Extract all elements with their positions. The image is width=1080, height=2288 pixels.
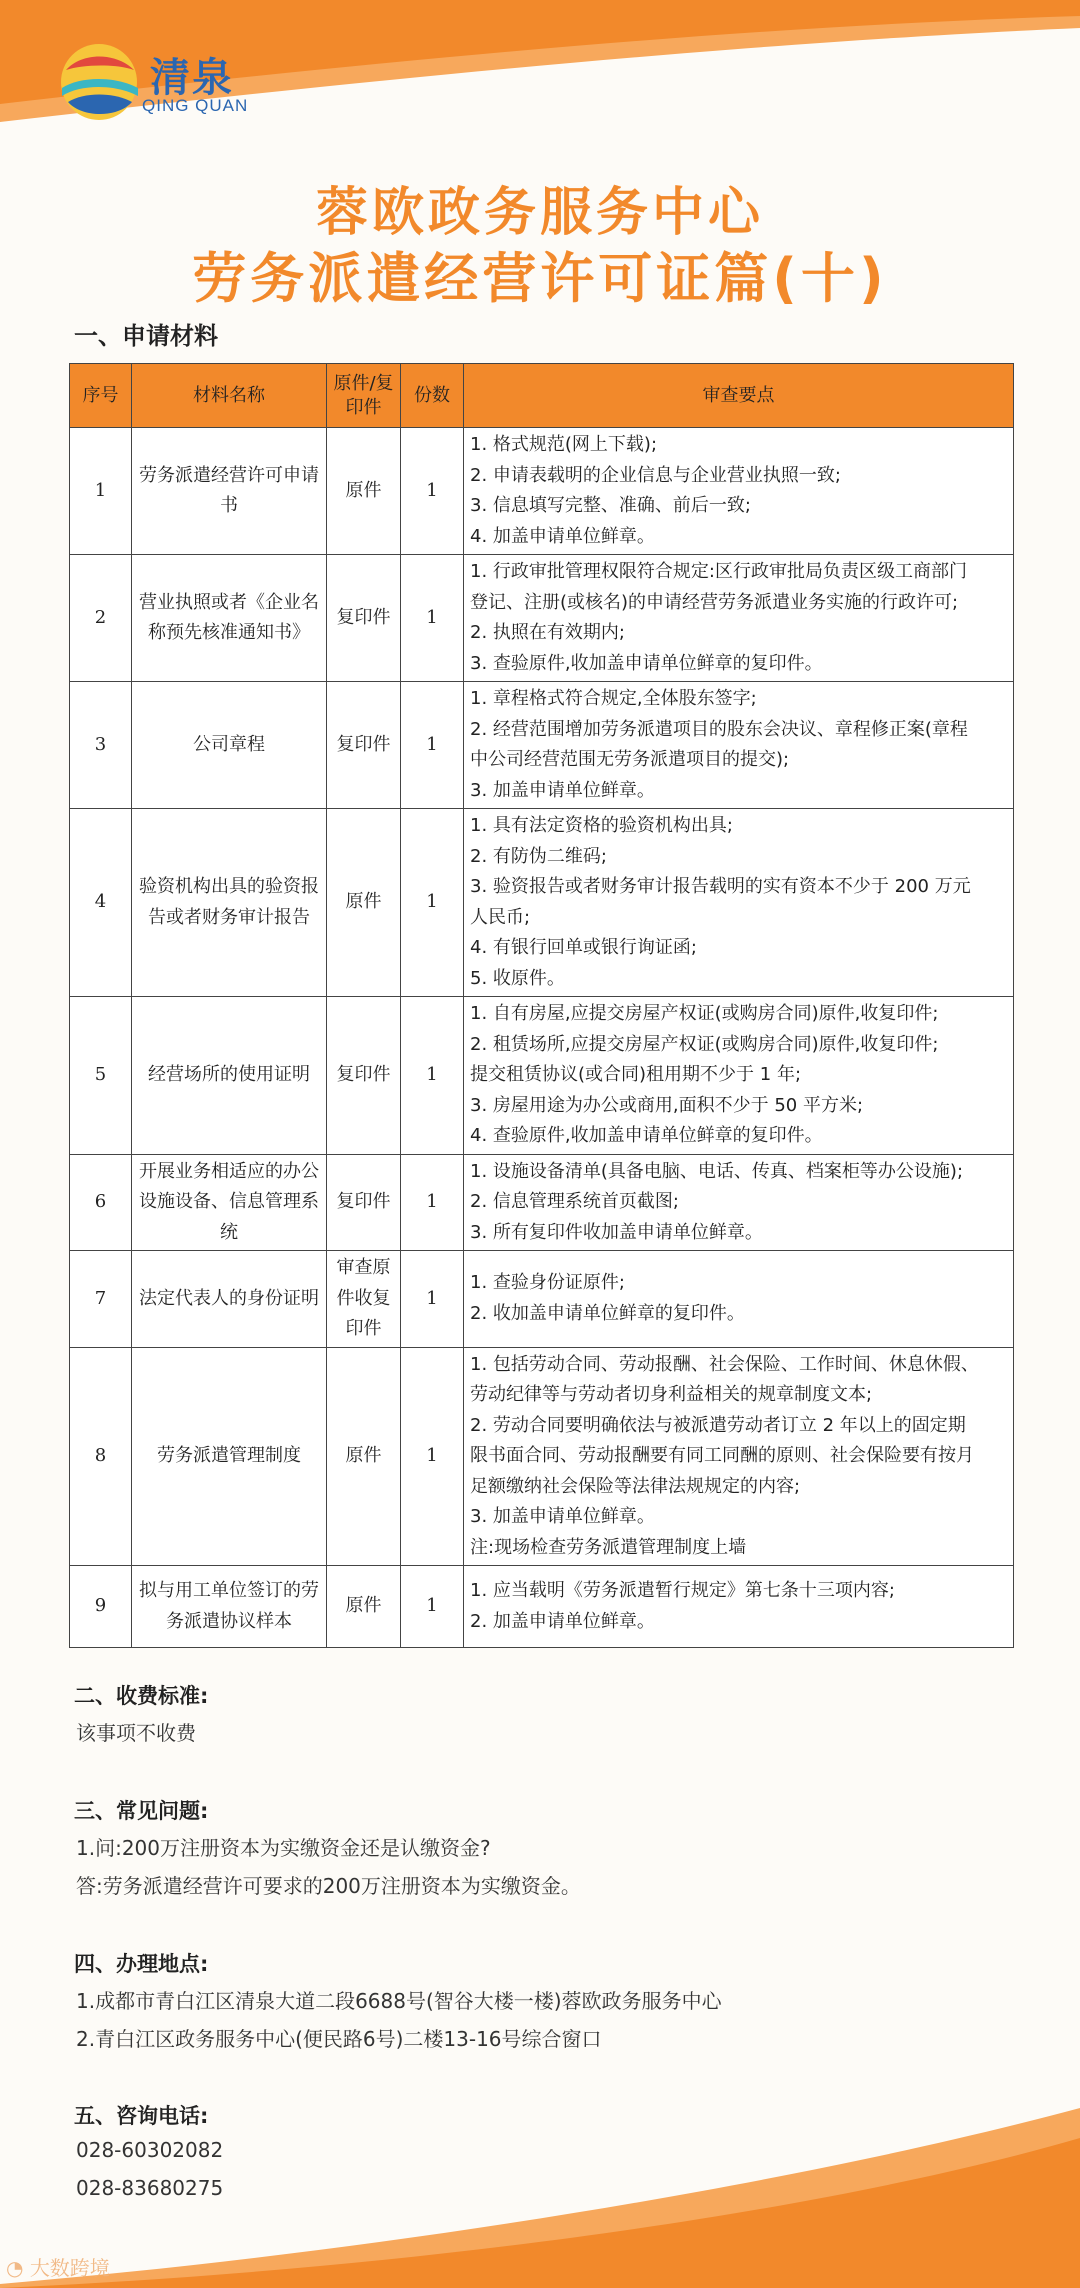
review-point-line: 1. 格式规范(网上下载);	[470, 434, 658, 455]
review-point-line: 1. 章程格式符合规定,全体股东签字;	[470, 688, 757, 709]
review-point-line: 1. 设施设备清单(具备电脑、电话、传真、档案柜等办公设施);	[470, 1160, 964, 1182]
review-point-line: 3. 验资报告或者财务审计报告载明的实有资本不少于 200 万元	[470, 876, 971, 897]
review-point-line: 1. 应当载明《劳务派遣暂行规定》第七条十三项内容;	[470, 1580, 895, 1601]
row-number: 1	[70, 428, 132, 555]
faq-question: 1.问:200万注册资本为实缴资金还是认缴资金?	[76, 1836, 491, 1860]
material-type: 原件	[327, 428, 401, 555]
review-point-line: 2. 劳动合同要明确依法与被派遣劳动者订立 2 年以上的固定期	[470, 1414, 966, 1436]
review-point-line: 提交租赁协议(或合同)租用期不少于 1 年;	[470, 1064, 802, 1085]
materials-table	[69, 363, 1014, 1648]
row-number: 5	[70, 997, 132, 1155]
header-type-line2: 印件	[345, 396, 382, 418]
review-point-line: 2. 经营范围增加劳务派遣项目的股东会决议、章程修正案(章程	[470, 718, 968, 740]
review-point-line: 登记、注册(或核名)的申请经营劳务派遣业务实施的行政许可;	[470, 591, 959, 613]
review-points	[464, 1154, 1014, 1251]
review-point-line: 2. 收加盖申请单位鲜章的复印件。	[470, 1302, 745, 1324]
review-point-line: 4. 加盖申请单位鲜章。	[470, 525, 655, 547]
table-row	[70, 428, 1014, 555]
material-name: 劳务派遣管理制度	[132, 1347, 327, 1566]
material-type: 审查原件收复印件	[327, 1251, 401, 1348]
row-number: 2	[70, 555, 132, 682]
phone-2: 028-83680275	[76, 2176, 224, 2200]
material-name: 验资机构出具的验资报告或者财务审计报告	[132, 809, 327, 997]
row-number: 8	[70, 1347, 132, 1566]
review-point-line: 3. 所有复印件收加盖申请单位鲜章。	[470, 1221, 763, 1243]
location-1: 1.成都市青白江区清泉大道二段6688号(智谷大楼一楼)蓉欧政务服务中心	[76, 1989, 722, 2013]
material-count: 1	[401, 1347, 464, 1566]
watermark-icon: ◔	[6, 2256, 24, 2280]
material-count: 1	[401, 809, 464, 997]
materials-heading: 一、申请材料	[74, 322, 218, 350]
material-name: 经营场所的使用证明	[132, 997, 327, 1155]
brand-name-en: QING QUAN	[142, 96, 249, 115]
faq-answer: 答:劳务派遣经营许可要求的200万注册资本为实缴资金。	[76, 1874, 581, 1898]
review-points	[464, 428, 1014, 555]
review-point-line: 2. 加盖申请单位鲜章。	[470, 1610, 655, 1632]
table-row	[70, 1154, 1014, 1251]
header-type	[327, 364, 401, 428]
material-type: 原件	[327, 1566, 401, 1648]
review-point-line: 劳动纪律等与劳动者切身利益相关的规章制度文本;	[470, 1384, 873, 1405]
material-type: 复印件	[327, 1154, 401, 1251]
material-type: 复印件	[327, 682, 401, 809]
material-count: 1	[401, 555, 464, 682]
review-point-line: 4. 查验原件,收加盖申请单位鲜章的复印件。	[470, 1125, 823, 1146]
header-type-line1: 原件/复	[333, 372, 394, 394]
review-point-line: 3. 加盖申请单位鲜章。	[470, 779, 655, 801]
row-number: 6	[70, 1154, 132, 1251]
header-name: 材料名称	[132, 364, 327, 428]
material-count: 1	[401, 682, 464, 809]
review-point-line: 足额缴纳社会保险等法律法规规定的内容;	[470, 1475, 801, 1497]
header-requirements: 审查要点	[464, 364, 1014, 428]
material-type: 复印件	[327, 997, 401, 1155]
review-points	[464, 682, 1014, 809]
brand-logo	[58, 40, 258, 130]
table-row	[70, 1566, 1014, 1648]
material-type: 复印件	[327, 555, 401, 682]
review-point-line: 5. 收原件。	[470, 967, 565, 989]
review-point-line: 1. 包括劳动合同、劳动报酬、社会保险、工作时间、休息休假、	[470, 1353, 979, 1375]
material-name: 营业执照或者《企业名称预先核准通知书》	[132, 555, 327, 682]
review-point-line: 2. 租赁场所,应提交房屋产权证(或购房合同)原件,收复印件;	[470, 1033, 939, 1055]
location-2: 2.青白江区政务服务中心(便民路6号)二楼13-16号综合窗口	[76, 2027, 602, 2051]
table-row	[70, 809, 1014, 997]
review-points	[464, 809, 1014, 997]
header-count: 份数	[401, 364, 464, 428]
table-row	[70, 1347, 1014, 1566]
logo-mark-icon	[58, 40, 140, 122]
review-point-line: 1. 行政审批管理权限符合规定:区行政审批局负责区级工商部门	[470, 561, 967, 582]
review-point-line: 3. 加盖申请单位鲜章。	[470, 1506, 655, 1527]
table-row	[70, 1251, 1014, 1348]
material-name: 公司章程	[132, 682, 327, 809]
material-count: 1	[401, 1154, 464, 1251]
row-number: 4	[70, 809, 132, 997]
material-count: 1	[401, 1251, 464, 1348]
material-name: 开展业务相适应的办公设施设备、信息管理系统	[132, 1154, 327, 1251]
review-point-line: 2. 信息管理系统首页截图;	[470, 1191, 679, 1212]
review-point-line: 2. 申请表载明的企业信息与企业营业执照一致;	[470, 464, 841, 486]
faq-heading: 三、常见问题:	[74, 1799, 209, 1823]
review-point-line: 4. 有银行回单或银行询证函;	[470, 937, 697, 958]
fee-text: 该事项不收费	[76, 1721, 196, 1745]
review-point-line: 1. 具有法定资格的验资机构出具;	[470, 815, 733, 836]
page-title-line1: 蓉欧政务服务中心	[315, 183, 764, 243]
material-count: 1	[401, 1566, 464, 1648]
table-row	[70, 555, 1014, 682]
material-count: 1	[401, 428, 464, 555]
review-point-line: 1. 自有房屋,应提交房屋产权证(或购房合同)原件,收复印件;	[470, 1003, 939, 1024]
review-point-line: 1. 查验身份证原件;	[470, 1272, 625, 1294]
review-point-line: 3. 查验原件,收加盖申请单位鲜章的复印件。	[470, 652, 823, 674]
material-name: 拟与用工单位签订的劳务派遣协议样本	[132, 1566, 327, 1648]
material-count: 1	[401, 997, 464, 1155]
watermark	[6, 2252, 110, 2281]
review-points	[464, 997, 1014, 1155]
table-row	[70, 997, 1014, 1155]
material-name: 劳务派遣经营许可申请书	[132, 428, 327, 555]
material-name: 法定代表人的身份证明	[132, 1251, 327, 1348]
row-number: 3	[70, 682, 132, 809]
brand-name-cn: 清泉	[150, 55, 234, 101]
review-point-line: 限书面合同、劳动报酬要有同工同酬的原则、社会保险要有按月	[470, 1445, 974, 1466]
location-heading: 四、办理地点:	[74, 1952, 209, 1976]
review-points	[464, 1566, 1014, 1648]
table-header-row	[70, 364, 1014, 428]
review-point-line: 注:现场检查劳务派遣管理制度上墙	[470, 1536, 747, 1558]
material-type: 原件	[327, 1347, 401, 1566]
review-point-line: 3. 房屋用途为办公或商用,面积不少于 50 平方米;	[470, 1094, 864, 1116]
review-point-line: 3. 信息填写完整、准确、前后一致;	[470, 495, 751, 516]
review-point-line: 中公司经营范围无劳务派遣项目的提交);	[470, 749, 790, 770]
watermark-text: 大数跨境	[29, 2256, 110, 2280]
fee-heading: 二、收费标准:	[74, 1684, 209, 1708]
header-no: 序号	[70, 364, 132, 428]
phone-heading: 五、咨询电话:	[74, 2104, 209, 2128]
review-points	[464, 1347, 1014, 1566]
review-point-line: 2. 有防伪二维码;	[470, 845, 607, 867]
material-type: 原件	[327, 809, 401, 997]
review-points	[464, 555, 1014, 682]
review-points	[464, 1251, 1014, 1348]
row-number: 9	[70, 1566, 132, 1648]
review-point-line: 2. 执照在有效期内;	[470, 622, 625, 643]
table-row	[70, 682, 1014, 809]
row-number: 7	[70, 1251, 132, 1348]
review-point-line: 人民币;	[470, 906, 531, 928]
phone-1: 028-60302082	[76, 2138, 224, 2162]
page-title-line2: 劳务派遣经营许可证篇(十)	[192, 247, 888, 310]
